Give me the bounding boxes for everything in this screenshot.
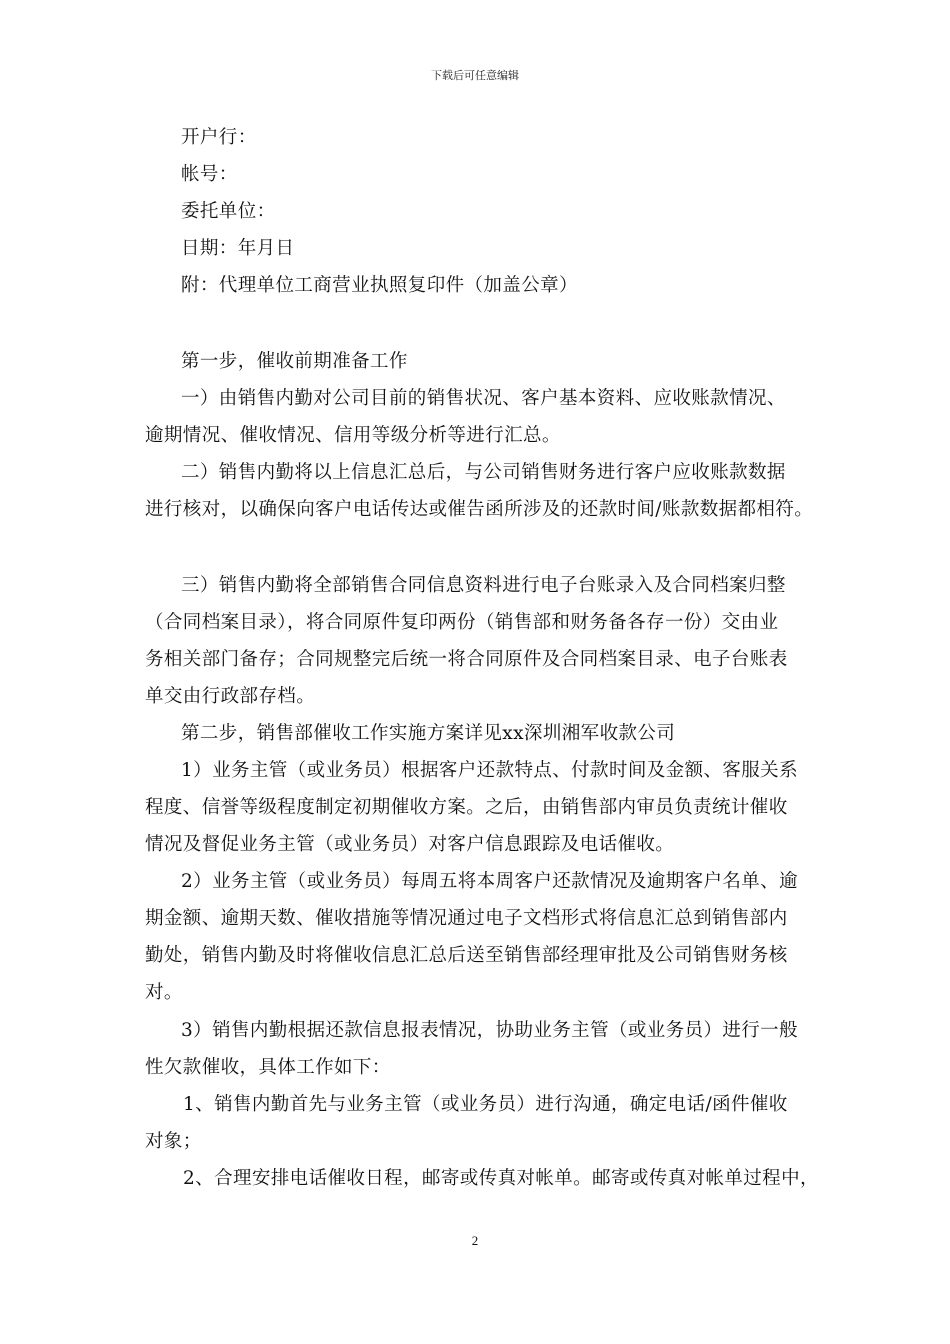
paragraph-line: 单交由行政部存档。 — [145, 686, 316, 707]
paragraph-line: （合同档案目录），将合同原件复印两份（销售部和财务备各存一份）交由业 — [145, 612, 779, 633]
step2-title: 第二步，销售部催收工作实施方案详见xx深圳湘军收款公司 — [181, 723, 676, 744]
paragraph-line: 2）业务主管（或业务员）每周五将本周客户还款情况及逾期客户名单、逾 — [181, 871, 798, 892]
paragraph-line: 进行核对，以确保向客户电话传达或催告函所涉及的还款时间/账款数据都相符。 — [145, 499, 814, 520]
page-number: 2 — [471, 1233, 479, 1248]
paragraph-line: 一）由销售内勤对公司目前的销售状况、客户基本资料、应收账款情况、 — [181, 388, 786, 409]
paragraph-line: 勤处，销售内勤及时将催收信息汇总后送至销售部经理审批及公司销售财务核 — [145, 945, 788, 966]
paragraph-line: 2、合理安排电话催收日程，邮寄或传真对帐单。邮寄或传真对帐单过程中， — [183, 1168, 819, 1189]
field-date: 日期：年月日 — [181, 238, 295, 259]
paragraph-line: 对象； — [145, 1131, 202, 1152]
field-account: 帐号： — [181, 164, 238, 185]
paragraph-line: 1）业务主管（或业务员）根据客户还款特点、付款时间及金额、客服关系 — [181, 760, 798, 781]
paragraph-line: 对。 — [145, 982, 183, 1003]
paragraph-line: 期金额、逾期天数、催收措施等情况通过电子文档形式将信息汇总到销售部内 — [145, 908, 788, 929]
paragraph-line: 二）销售内勤将以上信息汇总后，与公司销售财务进行客户应收账款数据 — [181, 462, 786, 483]
paragraph-line: 情况及督促业务主管（或业务员）对客户信息跟踪及电话催收。 — [145, 834, 675, 855]
paragraph-line: 程度、信誉等级程度制定初期催收方案。之后，由销售部内审员负责统计催收 — [145, 797, 788, 818]
field-bank: 开户行： — [181, 127, 257, 148]
paragraph-line: 逾期情况、催收情况、信用等级分析等进行汇总。 — [145, 425, 561, 446]
paragraph-line: 务相关部门备存；合同规整完后统一将合同原件及合同档案目录、电子台账表 — [145, 649, 788, 670]
paragraph-line: 3）销售内勤根据还款信息报表情况，协助业务主管（或业务员）进行一般 — [181, 1020, 798, 1041]
paragraph-line: 1、销售内勤首先与业务主管（或业务员）进行沟通，确定电话/函件催收 — [183, 1094, 788, 1115]
step1-title: 第一步，催收前期准备工作 — [181, 351, 408, 372]
paragraph-line: 三）销售内勤将全部销售合同信息资料进行电子台账录入及合同档案归整 — [181, 575, 786, 596]
paragraph-line: 性欠款催收，具体工作如下： — [145, 1057, 391, 1078]
page-header: 下载后可任意编辑 — [431, 69, 519, 82]
field-attachment: 附：代理单位工商营业执照复印件（加盖公章） — [181, 275, 578, 296]
field-client: 委托单位： — [181, 201, 276, 222]
